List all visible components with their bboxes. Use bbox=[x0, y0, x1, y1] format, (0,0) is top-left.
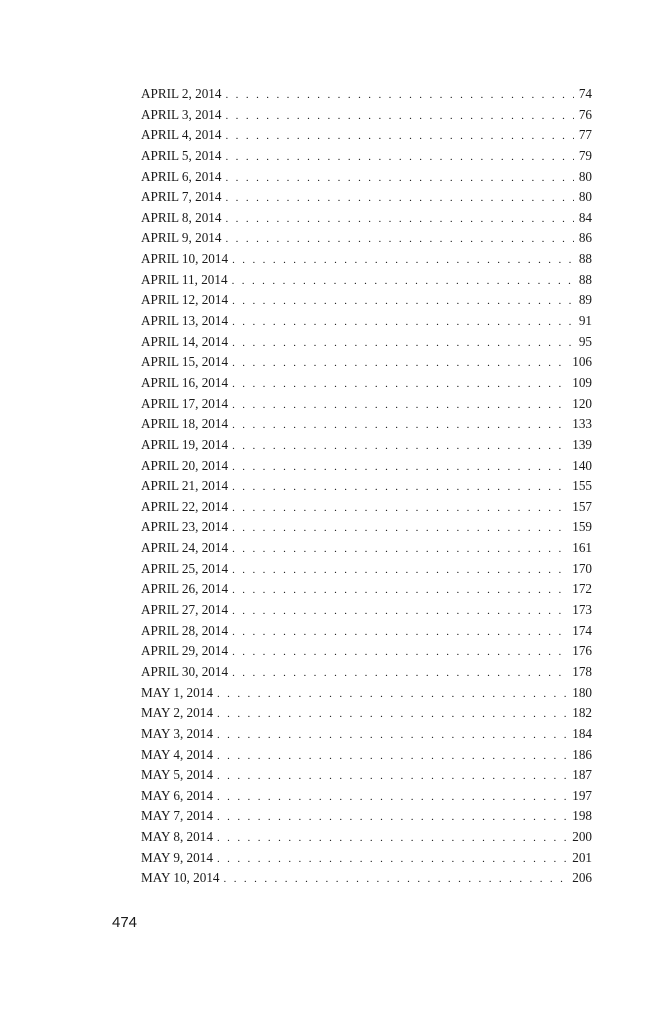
toc-entry bbox=[141, 703, 592, 724]
toc-entry-title: APRIL 14, 2014 bbox=[141, 333, 229, 349]
dot-leader bbox=[225, 126, 573, 147]
toc-entry bbox=[141, 187, 592, 208]
toc-entry-title: APRIL 30, 2014 bbox=[141, 663, 229, 679]
dot-leader bbox=[225, 147, 573, 168]
toc-entry bbox=[141, 394, 592, 415]
toc-entry-page: 109 bbox=[572, 374, 592, 390]
toc-entry-page: 89 bbox=[578, 292, 592, 308]
toc-entry bbox=[141, 683, 592, 704]
toc-entry-page: 174 bbox=[572, 622, 592, 638]
toc-entry bbox=[141, 414, 592, 435]
dot-leader bbox=[232, 663, 567, 684]
toc-entry bbox=[141, 641, 592, 662]
toc-entry bbox=[141, 662, 592, 683]
toc-entry-page: 140 bbox=[572, 457, 592, 473]
toc-entry-page: 86 bbox=[578, 230, 592, 246]
toc-entry bbox=[141, 249, 592, 270]
dot-leader bbox=[232, 601, 567, 622]
toc-entry-title: APRIL 17, 2014 bbox=[141, 395, 229, 411]
toc-entry-page: 155 bbox=[572, 478, 592, 494]
dot-leader bbox=[217, 684, 567, 705]
dot-leader bbox=[217, 725, 567, 746]
toc-entry-title: MAY 2, 2014 bbox=[141, 705, 213, 721]
toc-entry bbox=[141, 786, 592, 807]
toc-entry bbox=[141, 456, 592, 477]
toc-entry-title: APRIL 3, 2014 bbox=[141, 106, 222, 122]
toc-entry-page: 182 bbox=[572, 705, 592, 721]
dot-leader bbox=[225, 168, 573, 189]
toc-entry bbox=[141, 745, 592, 766]
toc-entry-title: MAY 6, 2014 bbox=[141, 787, 213, 803]
toc-entry-page: 88 bbox=[578, 251, 592, 267]
dot-leader bbox=[232, 271, 574, 292]
toc-entry-title: MAY 5, 2014 bbox=[141, 767, 213, 783]
toc-entry bbox=[141, 497, 592, 518]
toc-entry-title: MAY 3, 2014 bbox=[141, 725, 213, 741]
toc-entry-title: APRIL 12, 2014 bbox=[141, 292, 229, 308]
toc-entry-page: 187 bbox=[572, 767, 592, 783]
toc-entry-page: 206 bbox=[572, 870, 592, 886]
toc-entry-title: APRIL 4, 2014 bbox=[141, 127, 222, 143]
dot-leader bbox=[232, 539, 567, 560]
toc-entry-title: MAY 4, 2014 bbox=[141, 746, 213, 762]
dot-leader bbox=[225, 209, 573, 230]
dot-leader bbox=[232, 395, 567, 416]
toc-entry-page: 77 bbox=[578, 127, 592, 143]
dot-leader bbox=[232, 312, 574, 333]
toc-entry-page: 91 bbox=[578, 313, 592, 329]
toc-entry bbox=[141, 290, 592, 311]
toc-entry-page: 184 bbox=[572, 725, 592, 741]
toc-entry-page: 200 bbox=[572, 829, 592, 845]
toc-entry-page: 106 bbox=[572, 354, 592, 370]
toc-entry bbox=[141, 827, 592, 848]
toc-entry bbox=[141, 146, 592, 167]
dot-leader bbox=[217, 704, 567, 725]
dot-leader bbox=[217, 849, 567, 870]
toc-entry bbox=[141, 559, 592, 580]
toc-entry-page: 172 bbox=[572, 581, 592, 597]
toc-entry-page: 80 bbox=[578, 168, 592, 184]
toc-entry-page: 133 bbox=[572, 416, 592, 432]
toc-entry-title: APRIL 27, 2014 bbox=[141, 602, 229, 618]
page-number: 474 bbox=[112, 914, 138, 931]
dot-leader bbox=[232, 457, 567, 478]
toc-entry-title: APRIL 18, 2014 bbox=[141, 416, 229, 432]
toc-entry-page: 201 bbox=[572, 849, 592, 865]
toc-entry-title: APRIL 23, 2014 bbox=[141, 519, 229, 535]
toc-entry bbox=[141, 517, 592, 538]
dot-leader bbox=[232, 642, 567, 663]
toc-entry-title: APRIL 22, 2014 bbox=[141, 498, 229, 514]
toc-entry bbox=[141, 167, 592, 188]
toc-entry-page: 173 bbox=[572, 602, 592, 618]
dot-leader bbox=[225, 106, 573, 127]
dot-leader bbox=[232, 415, 567, 436]
toc-entry-page: 176 bbox=[572, 643, 592, 659]
dot-leader bbox=[225, 229, 573, 250]
dot-leader bbox=[232, 622, 567, 643]
toc-entry bbox=[141, 311, 592, 332]
toc-entry bbox=[141, 868, 592, 889]
dot-leader bbox=[232, 560, 567, 581]
toc-entry-title: MAY 10, 2014 bbox=[141, 870, 220, 886]
toc-entry bbox=[141, 125, 592, 146]
toc-entry-title: APRIL 2, 2014 bbox=[141, 86, 222, 101]
toc-entry-title: APRIL 16, 2014 bbox=[141, 374, 229, 390]
toc-entry-page: 161 bbox=[572, 540, 592, 556]
dot-leader bbox=[224, 869, 568, 890]
toc-entry bbox=[141, 765, 592, 786]
toc-entry-title: APRIL 10, 2014 bbox=[141, 251, 229, 267]
dot-leader bbox=[225, 85, 573, 106]
toc-entry-title: APRIL 6, 2014 bbox=[141, 168, 222, 184]
toc-entry-page: 139 bbox=[572, 436, 592, 452]
toc-entry-title: APRIL 25, 2014 bbox=[141, 560, 229, 576]
toc-entry-title: APRIL 19, 2014 bbox=[141, 436, 229, 452]
toc-entry bbox=[141, 332, 592, 353]
toc-entry-page: 79 bbox=[578, 147, 592, 163]
toc-entry-title: APRIL 21, 2014 bbox=[141, 478, 229, 494]
dot-leader bbox=[217, 807, 567, 828]
dot-leader bbox=[232, 353, 567, 374]
toc-entry-title: MAY 1, 2014 bbox=[141, 684, 213, 700]
dot-leader bbox=[232, 291, 574, 312]
toc-entry bbox=[141, 579, 592, 600]
dot-leader bbox=[217, 828, 567, 849]
toc-entry bbox=[141, 352, 592, 373]
dot-leader bbox=[232, 518, 567, 539]
toc-entry bbox=[141, 848, 592, 869]
toc-entry-page: 76 bbox=[578, 106, 592, 122]
toc-entry-title: APRIL 11, 2014 bbox=[141, 271, 228, 287]
toc-entry-page: 186 bbox=[572, 746, 592, 762]
toc-entry bbox=[141, 208, 592, 229]
toc-entry-title: APRIL 24, 2014 bbox=[141, 540, 229, 556]
toc-entry bbox=[141, 84, 592, 105]
toc-entry-title: MAY 9, 2014 bbox=[141, 849, 213, 865]
table-of-contents bbox=[141, 84, 592, 889]
toc-entry-page: 180 bbox=[572, 684, 592, 700]
toc-entry bbox=[141, 105, 592, 126]
toc-entry-title: APRIL 9, 2014 bbox=[141, 230, 222, 246]
toc-entry bbox=[141, 806, 592, 827]
toc-entry-page: 88 bbox=[578, 271, 592, 287]
toc-entry bbox=[141, 373, 592, 394]
toc-entry-page: 95 bbox=[578, 333, 592, 349]
toc-entry-title: APRIL 8, 2014 bbox=[141, 209, 222, 225]
toc-entry bbox=[141, 270, 592, 291]
toc-entry-title: APRIL 5, 2014 bbox=[141, 147, 222, 163]
dot-leader bbox=[232, 250, 574, 271]
toc-entry-title: MAY 7, 2014 bbox=[141, 808, 213, 824]
toc-entry-title: APRIL 15, 2014 bbox=[141, 354, 229, 370]
dot-leader bbox=[217, 766, 567, 787]
dot-leader bbox=[232, 374, 567, 395]
toc-entry-page: 198 bbox=[572, 808, 592, 824]
toc-entry-title: MAY 8, 2014 bbox=[141, 829, 213, 845]
toc-entry-page: 120 bbox=[572, 395, 592, 411]
toc-entry-title: APRIL 7, 2014 bbox=[141, 189, 222, 205]
toc-entry bbox=[141, 228, 592, 249]
dot-leader bbox=[217, 787, 567, 808]
dot-leader bbox=[232, 436, 567, 457]
toc-entry-page: 157 bbox=[572, 498, 592, 514]
toc-entry-page: 170 bbox=[572, 560, 592, 576]
toc-entry-title: APRIL 20, 2014 bbox=[141, 457, 229, 473]
toc-entry-title: APRIL 28, 2014 bbox=[141, 622, 229, 638]
toc-entry-page: 159 bbox=[572, 519, 592, 535]
toc-entry-page: 178 bbox=[572, 663, 592, 679]
toc-entry bbox=[141, 600, 592, 621]
dot-leader bbox=[232, 498, 567, 519]
toc-entry bbox=[141, 435, 592, 456]
toc-entry-page: 197 bbox=[572, 787, 592, 803]
dot-leader bbox=[225, 188, 573, 209]
dot-leader bbox=[232, 580, 567, 601]
toc-entry-title: APRIL 13, 2014 bbox=[141, 313, 229, 329]
toc-entry bbox=[141, 538, 592, 559]
toc-entry-title: APRIL 29, 2014 bbox=[141, 643, 229, 659]
toc-entry bbox=[141, 724, 592, 745]
dot-leader bbox=[232, 477, 567, 498]
toc-entry-page: 84 bbox=[578, 209, 592, 225]
toc-entry-page: 80 bbox=[578, 189, 592, 205]
toc-entry-page: 74 bbox=[578, 86, 592, 101]
dot-leader bbox=[217, 746, 567, 767]
toc-entry-title: APRIL 26, 2014 bbox=[141, 581, 229, 597]
toc-entry bbox=[141, 476, 592, 497]
dot-leader bbox=[232, 333, 574, 354]
toc-entry bbox=[141, 621, 592, 642]
